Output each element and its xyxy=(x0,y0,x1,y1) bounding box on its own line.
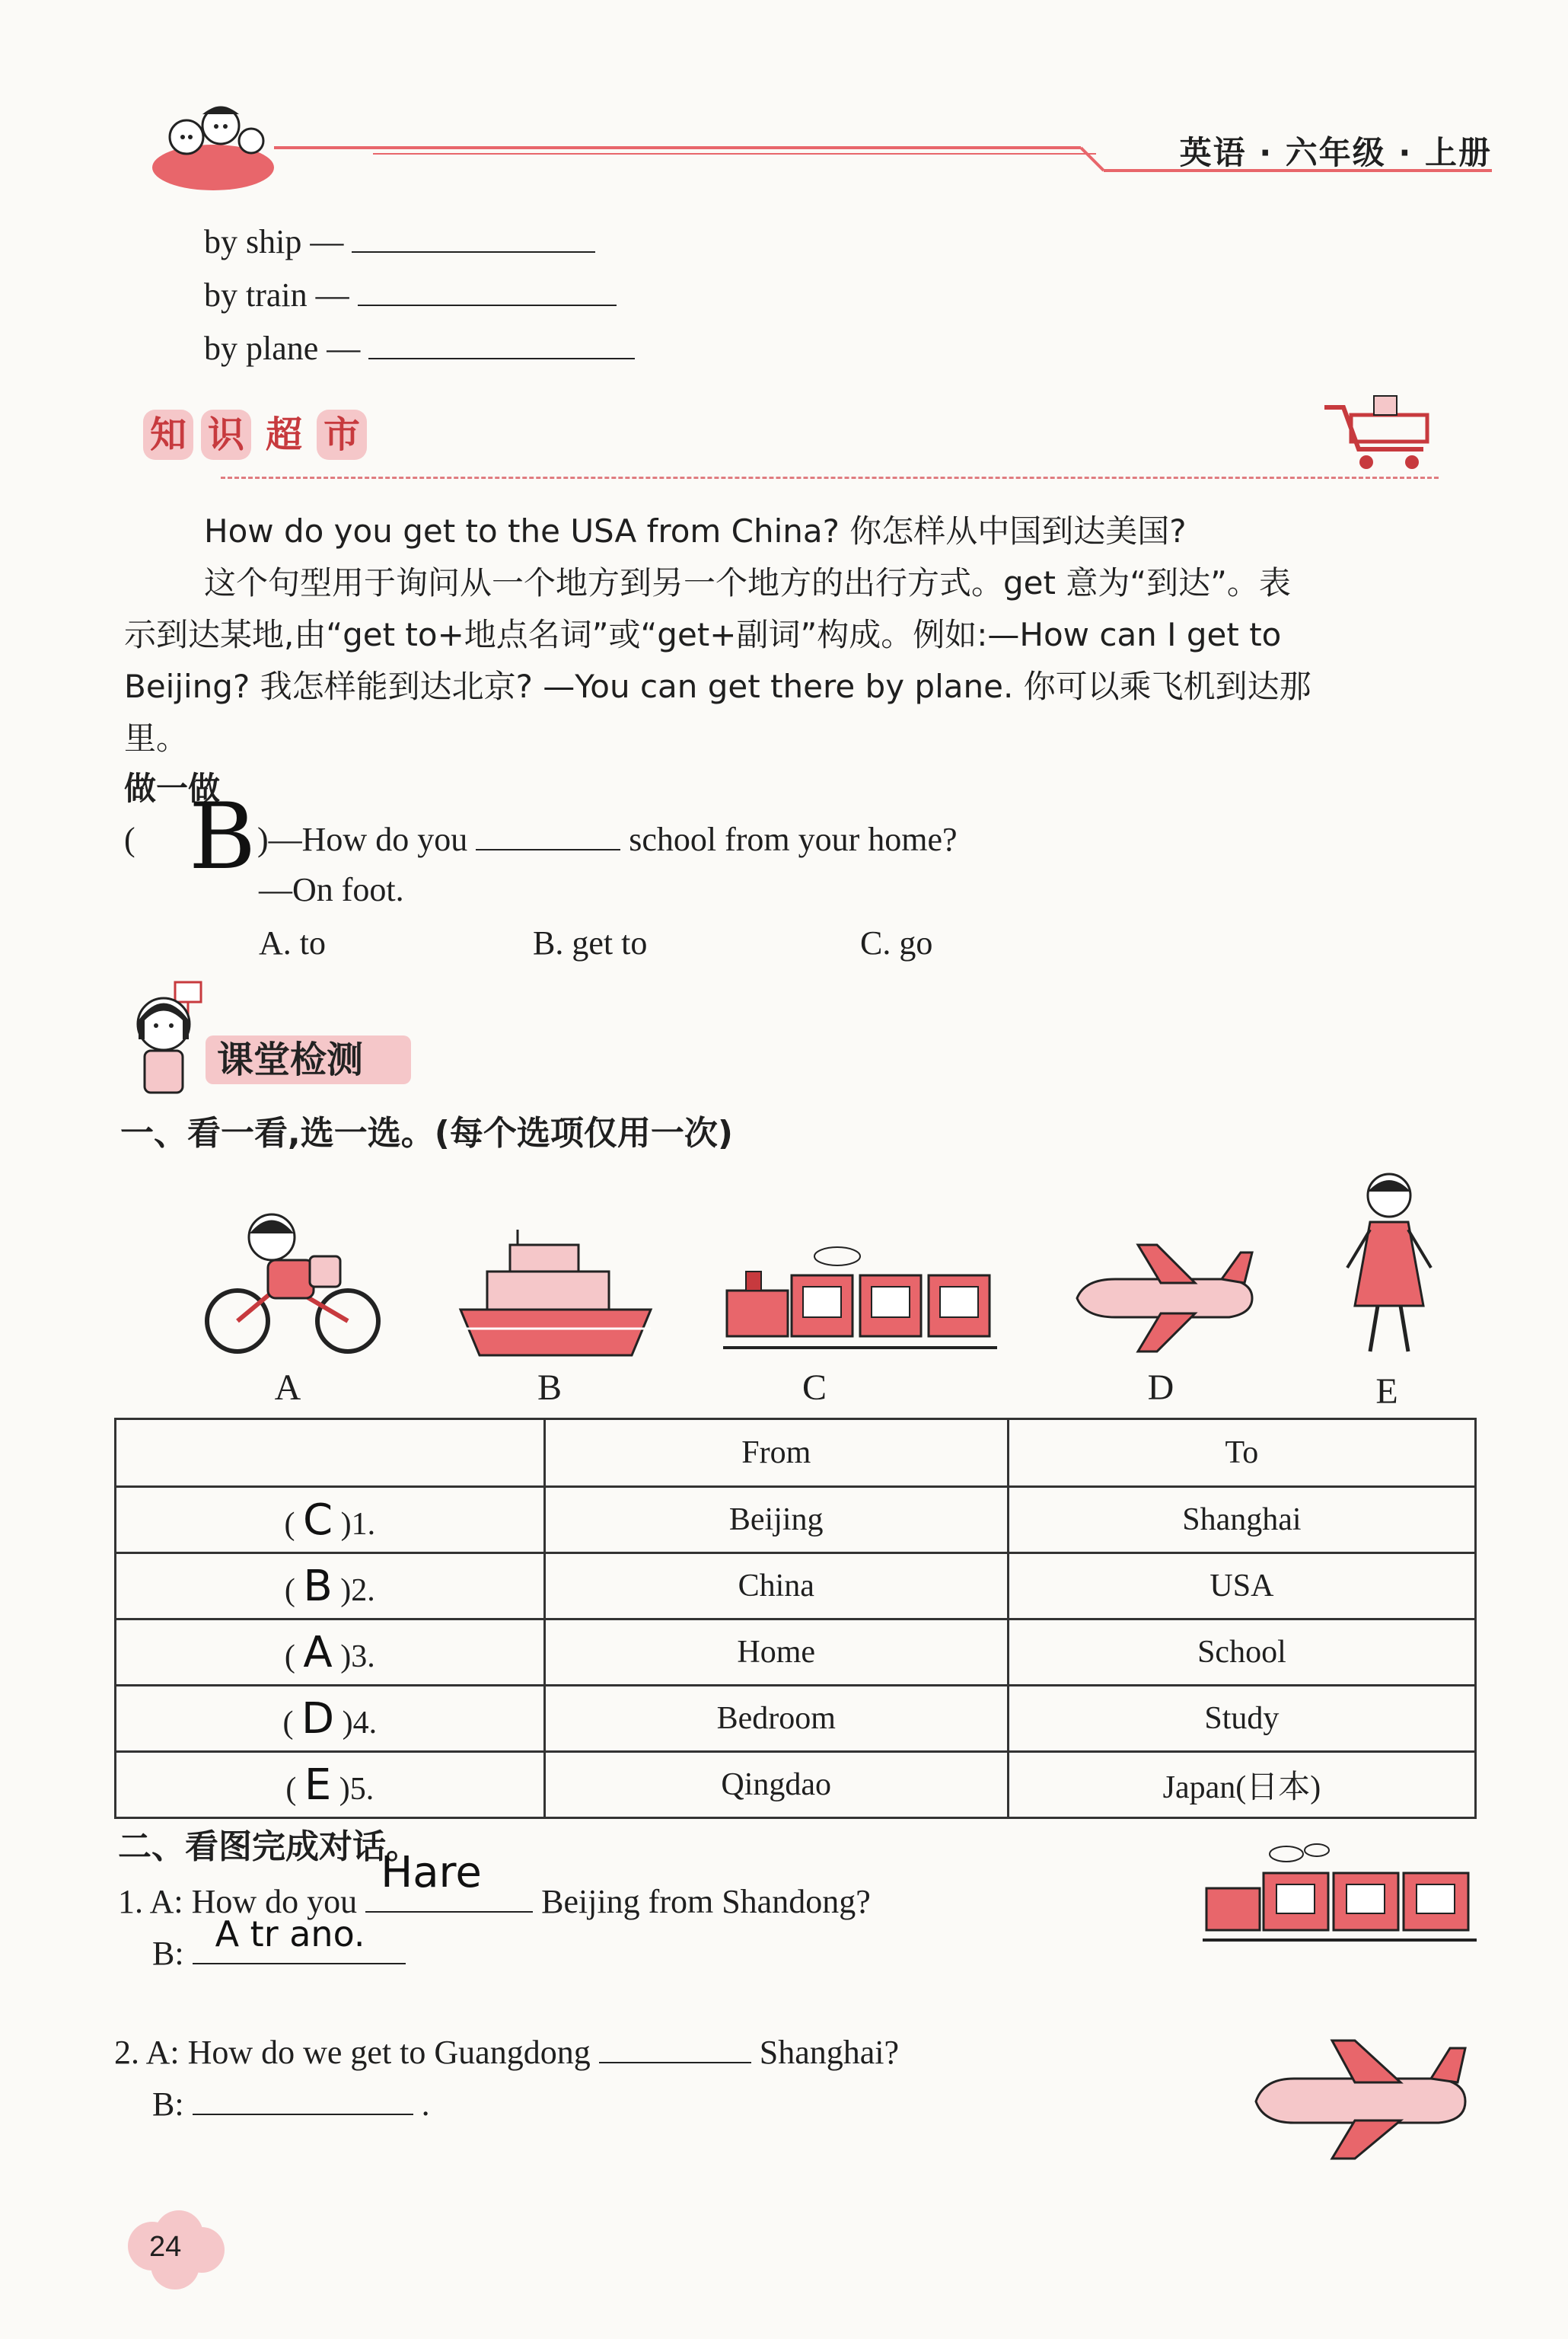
to-cell: USA xyxy=(1008,1553,1475,1619)
q1-b-line xyxy=(152,1913,406,1974)
table-row xyxy=(116,1553,1476,1619)
handwritten-answer: C xyxy=(303,1495,333,1545)
by-ship-label: by ship — xyxy=(204,223,344,260)
item-number: )3. xyxy=(340,1639,375,1674)
by-train-line xyxy=(204,276,617,315)
option-c[interactable]: C. go xyxy=(860,924,933,962)
to-cell: School xyxy=(1008,1619,1475,1686)
practice-heading: 做一做 xyxy=(124,770,221,807)
table-header-to: To xyxy=(1008,1419,1475,1487)
q1-b-prefix: B: xyxy=(152,1935,184,1972)
table-header-from: From xyxy=(544,1419,1008,1487)
handwritten-answer: D xyxy=(301,1693,335,1744)
table-row xyxy=(116,1752,1476,1818)
picture-label-d: D xyxy=(1147,1367,1174,1408)
knowledge-divider xyxy=(221,477,1439,479)
by-plane-line xyxy=(204,329,635,369)
q2-a-blank[interactable] xyxy=(599,2034,751,2063)
question-part-b: school from your home? xyxy=(629,821,958,858)
q1-b-handwriting: A tr ano. xyxy=(215,1913,365,1954)
from-cell: Qingdao xyxy=(544,1752,1008,1818)
answer-cell[interactable]: ( C )1. xyxy=(116,1487,545,1553)
picture-label-b: B xyxy=(537,1367,562,1408)
practice-paren: ( xyxy=(124,821,135,858)
q2-a-line xyxy=(114,2033,899,2073)
picture-label-e: E xyxy=(1375,1371,1398,1412)
table-row xyxy=(116,1686,1476,1752)
explanation-line: 示到达某地,由“get to+地点名词”或“get+副词”构成。例如:—How can I get to xyxy=(124,616,1282,653)
from-cell: Home xyxy=(544,1619,1008,1686)
question-part-a: )—How do you xyxy=(257,821,468,858)
to-cell: Study xyxy=(1008,1686,1475,1752)
badge-char: 超 xyxy=(265,413,302,456)
badge-char: 知 xyxy=(143,410,193,460)
airplane-picture xyxy=(1069,1241,1260,1355)
part1-title: 一、看一看,选一选。(每个选项仅用一次) xyxy=(120,1114,733,1153)
badge-char: 市 xyxy=(317,410,367,460)
airplane-picture-small xyxy=(1248,2033,1477,2162)
explanation-line: 里。 xyxy=(124,720,189,757)
q2-a-suffix: Shanghai? xyxy=(759,2034,900,2071)
table-header-blank xyxy=(116,1419,545,1487)
item-number: )4. xyxy=(342,1705,378,1741)
picture-label-c: C xyxy=(802,1367,827,1408)
q2-b-prefix: B: xyxy=(152,2085,184,2123)
by-ship-blank[interactable] xyxy=(352,224,595,253)
routes-table xyxy=(114,1418,1477,1819)
badge-char: 识 xyxy=(201,410,251,460)
q2-b-line xyxy=(152,2085,430,2124)
option-b[interactable]: B. get to xyxy=(533,924,648,962)
from-cell: Bedroom xyxy=(544,1686,1008,1752)
to-cell: Shanghai xyxy=(1008,1487,1475,1553)
q1-b-blank[interactable] xyxy=(193,1913,406,1964)
explanation-line: Beijing? 我怎样能到达北京? —You can get there by plane. 你可以乘飞机到达那 xyxy=(124,668,1311,705)
by-ship-line xyxy=(204,222,595,262)
practice-blank[interactable] xyxy=(476,822,620,850)
handwritten-answer: A xyxy=(303,1627,333,1677)
handwritten-answer: E xyxy=(304,1760,332,1810)
answer-cell[interactable]: ( B )2. xyxy=(116,1553,545,1619)
table-row xyxy=(116,1619,1476,1686)
table-row xyxy=(116,1487,1476,1553)
handwritten-answer: B xyxy=(303,1561,333,1611)
practice-answer[interactable]: B xyxy=(189,784,257,890)
table-header-row xyxy=(116,1419,1476,1487)
practice-question xyxy=(257,820,958,860)
book-title: 英语 · 六年级 · 上册 xyxy=(1179,134,1492,171)
ship-picture xyxy=(457,1226,655,1359)
from-cell: Beijing xyxy=(544,1487,1008,1553)
part2-title: 二、看图完成对话。 xyxy=(118,1827,419,1866)
answer-cell[interactable]: ( D )4. xyxy=(116,1686,545,1752)
train-picture xyxy=(723,1245,997,1359)
by-plane-blank[interactable] xyxy=(368,330,635,359)
page-number: 24 xyxy=(149,2231,182,2263)
by-train-blank[interactable] xyxy=(358,277,617,306)
item-number: )2. xyxy=(340,1572,375,1608)
q1-a-blank[interactable] xyxy=(365,1848,533,1913)
q2-b-blank[interactable] xyxy=(193,2086,413,2115)
q2-a-prefix: 2. A: How do we get to Guangdong xyxy=(114,2034,591,2071)
train-picture-small xyxy=(1203,1843,1477,1949)
practice-response: —On foot. xyxy=(259,871,404,908)
class-check-title: 课堂检测 xyxy=(217,1039,364,1081)
bicycle-boy-picture xyxy=(199,1207,382,1359)
option-a[interactable]: A. to xyxy=(259,924,326,962)
walking-girl-picture xyxy=(1336,1169,1442,1359)
picture-label-a: A xyxy=(274,1367,301,1408)
answer-cell[interactable]: ( A )3. xyxy=(116,1619,545,1686)
by-train-label: by train — xyxy=(204,276,349,314)
item-number: )1. xyxy=(340,1506,376,1542)
to-cell: Japan(日本) xyxy=(1008,1752,1475,1818)
by-plane-label: by plane — xyxy=(204,330,361,367)
q1-a-suffix: Beijing from Shandong? xyxy=(541,1883,871,1920)
from-cell: China xyxy=(544,1553,1008,1619)
example-sentence: How do you get to the USA from China? 你怎样从中国到达美国? xyxy=(204,512,1187,550)
q2-b-suffix: . xyxy=(421,2085,430,2123)
knowledge-badge xyxy=(143,410,374,460)
shopping-cart-icon xyxy=(1309,385,1446,476)
explanation-line: 这个句型用于询问从一个地方到另一个地方的出行方式。get 意为“到达”。表 xyxy=(204,564,1291,602)
answer-cell[interactable]: ( E )5. xyxy=(116,1752,545,1818)
q1-a-prefix: 1. A: How do you xyxy=(118,1883,358,1920)
q1-a-handwriting: Hare xyxy=(381,1848,482,1897)
mascot-kids-illustration xyxy=(145,91,282,198)
item-number: )5. xyxy=(339,1771,374,1807)
